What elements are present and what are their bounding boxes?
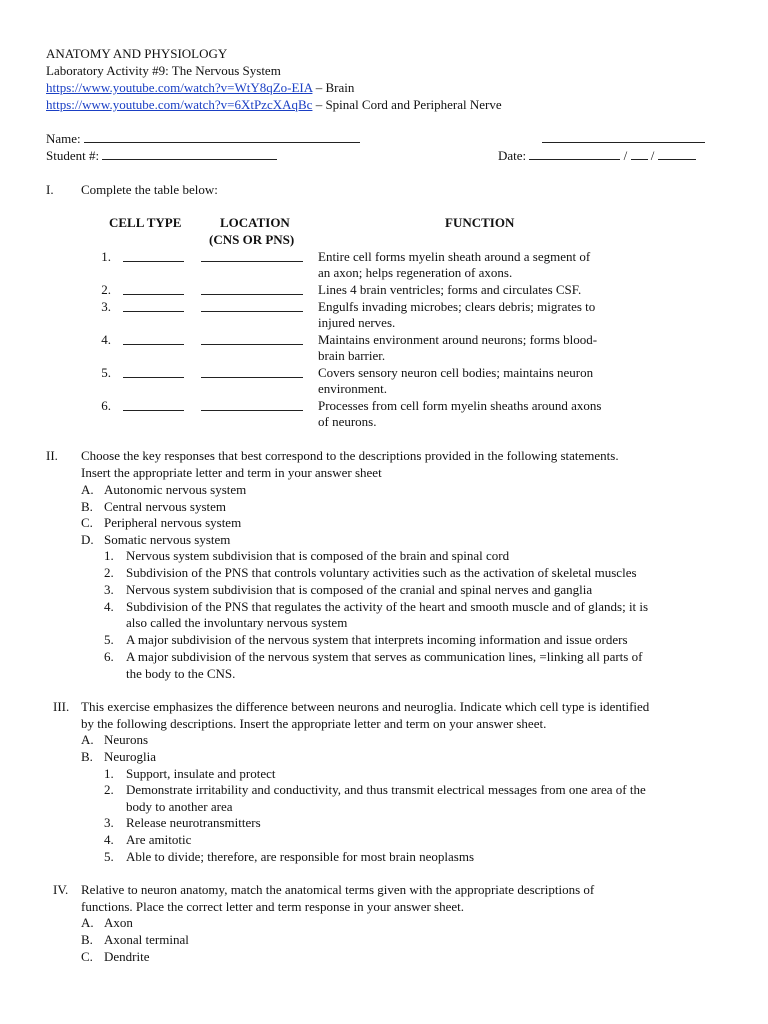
section-instruction: Choose the key responses that best correspond to the descriptions provided in the following statements. [81, 448, 619, 463]
key-letter: B. [81, 932, 93, 947]
section-numeral: II. [46, 448, 58, 463]
function-text: Maintains environment around neurons; forms blood- [318, 332, 598, 347]
item-text: Release neurotransmitters [126, 815, 261, 830]
function-text: environment. [318, 381, 387, 396]
key-letter: C. [81, 949, 93, 964]
location-blank[interactable] [201, 366, 303, 378]
section-instruction: Insert the appropriate letter and term in your answer sheet [81, 465, 382, 480]
item-text: Nervous system subdivision that is composed of the cranial and spinal nerves and ganglia [126, 582, 593, 597]
item-text: Support, insulate and protect [126, 766, 276, 781]
col-header-location: LOCATION [220, 215, 290, 230]
extra-blank-field[interactable] [542, 131, 705, 143]
spinal-video-line [46, 97, 502, 114]
section-instruction: functions. Place the correct letter and term response in your answer sheet. [81, 899, 464, 914]
item-text: Able to divide; therefore, are responsible for most brain neoplasms [126, 849, 475, 864]
item-text: Nervous system subdivision that is composed of the brain and spinal cord [126, 548, 510, 563]
section-instruction: Relative to neuron anatomy, match the anatomical terms given with the appropriate descriptions of [81, 882, 595, 897]
key-letter: D. [81, 532, 94, 547]
location-blank[interactable] [201, 300, 303, 312]
key-term: Neuroglia [104, 749, 156, 764]
col-header-location-sub: (CNS OR PNS) [209, 232, 295, 247]
key-term: Autonomic nervous system [104, 482, 247, 497]
key-letter: A. [81, 732, 94, 747]
brain-video-label: – Brain [315, 80, 355, 95]
key-term: Peripheral nervous system [104, 515, 242, 530]
key-letter: A. [81, 482, 94, 497]
item-number: 5. [104, 632, 114, 647]
row-number: 4. [101, 332, 111, 347]
location-blank[interactable] [201, 399, 303, 411]
key-letter: A. [81, 915, 94, 930]
function-text: an axon; helps regeneration of axons. [318, 265, 513, 280]
cell-type-blank[interactable] [123, 300, 184, 312]
item-number: 2. [104, 565, 114, 580]
cell-type-blank[interactable] [123, 399, 184, 411]
function-text: of neurons. [318, 414, 377, 429]
name-field[interactable] [84, 131, 360, 143]
function-text: brain barrier. [318, 348, 386, 363]
date-label: Date: [498, 148, 527, 163]
extra-field-row [542, 131, 705, 148]
item-text: A major subdivision of the nervous system that serves as communication lines, =linking all parts of [126, 649, 643, 664]
spinal-video-link[interactable]: https://www.youtube.com/watch?v=6XtPzcXAqBc [46, 97, 313, 112]
section-numeral: III. [53, 699, 70, 714]
item-text: also called the involuntary nervous system [126, 615, 348, 630]
course-title: ANATOMY AND PHYSIOLOGY [46, 46, 228, 61]
item-text: Are amitotic [126, 832, 192, 847]
function-text: injured nerves. [318, 315, 396, 330]
key-term: Somatic nervous system [104, 532, 231, 547]
key-letter: B. [81, 499, 93, 514]
col-header-function: FUNCTION [445, 215, 515, 230]
item-text: body to another area [126, 799, 233, 814]
item-text: Subdivision of the PNS that controls voluntary activities such as the activation of skeletal muscles [126, 565, 637, 580]
item-text: A major subdivision of the nervous system that interprets incoming information and issue orders [126, 632, 628, 647]
row-number: 1. [101, 249, 111, 264]
key-letter: C. [81, 515, 93, 530]
function-text: Lines 4 brain ventricles; forms and circulates CSF. [318, 282, 582, 297]
function-text: Entire cell forms myelin sheath around a segment of [318, 249, 591, 264]
date-day-field[interactable] [631, 148, 648, 160]
section-numeral: I. [46, 182, 54, 197]
cell-type-blank[interactable] [123, 333, 184, 345]
item-number: 5. [104, 849, 114, 864]
name-label: Name: [46, 131, 81, 146]
key-term: Dendrite [104, 949, 150, 964]
section-instruction: This exercise emphasizes the difference between neurons and neuroglia. Indicate which cell type is identified [81, 699, 650, 714]
date-row [498, 148, 696, 165]
row-number: 6. [101, 398, 111, 413]
function-text: Covers sensory neuron cell bodies; maintains neuron [318, 365, 594, 380]
section-instruction: by the following descriptions. Insert the appropriate letter and term on your answer sheet. [81, 716, 547, 731]
key-term: Axonal terminal [104, 932, 189, 947]
item-number: 3. [104, 582, 114, 597]
cell-type-blank[interactable] [123, 366, 184, 378]
key-letter: B. [81, 749, 93, 764]
key-term: Axon [104, 915, 133, 930]
date-separator: / [650, 148, 655, 163]
item-number: 1. [104, 766, 114, 781]
item-number: 3. [104, 815, 114, 830]
student-row [46, 148, 277, 165]
student-label: Student #: [46, 148, 100, 163]
cell-type-blank[interactable] [123, 283, 184, 295]
item-number: 4. [104, 599, 114, 614]
item-text: Subdivision of the PNS that regulates the activity of the heart and smooth muscle and of glands; it is [126, 599, 649, 614]
row-number: 2. [101, 282, 111, 297]
student-number-field[interactable] [102, 148, 277, 160]
name-row [46, 131, 360, 148]
section-numeral: IV. [53, 882, 69, 897]
item-number: 4. [104, 832, 114, 847]
row-number: 3. [101, 299, 111, 314]
cell-type-blank[interactable] [123, 250, 184, 262]
item-text: the body to the CNS. [126, 666, 236, 681]
date-month-field[interactable] [529, 148, 620, 160]
brain-video-line [46, 80, 354, 97]
location-blank[interactable] [201, 250, 303, 262]
col-header-cell-type: CELL TYPE [109, 215, 182, 230]
item-text: Demonstrate irritability and conductivity, and thus transmit electrical messages from one area of the [126, 782, 646, 797]
item-number: 1. [104, 548, 114, 563]
key-term: Neurons [104, 732, 149, 747]
section-instruction: Complete the table below: [81, 182, 218, 197]
date-year-field[interactable] [658, 148, 696, 160]
date-separator: / [623, 148, 628, 163]
brain-video-link[interactable]: https://www.youtube.com/watch?v=WtY8qZo-EIA [46, 80, 313, 95]
row-number: 5. [101, 365, 111, 380]
function-text: Engulfs invading microbes; clears debris; migrates to [318, 299, 596, 314]
key-term: Central nervous system [104, 499, 227, 514]
spinal-video-label: – Spinal Cord and Peripheral Nerve [315, 97, 502, 112]
item-number: 6. [104, 649, 114, 664]
item-number: 2. [104, 782, 114, 797]
function-text: Processes from cell form myelin sheaths around axons [318, 398, 602, 413]
location-blank[interactable] [201, 283, 303, 295]
location-blank[interactable] [201, 333, 303, 345]
activity-title: Laboratory Activity #9: The Nervous System [46, 63, 281, 78]
